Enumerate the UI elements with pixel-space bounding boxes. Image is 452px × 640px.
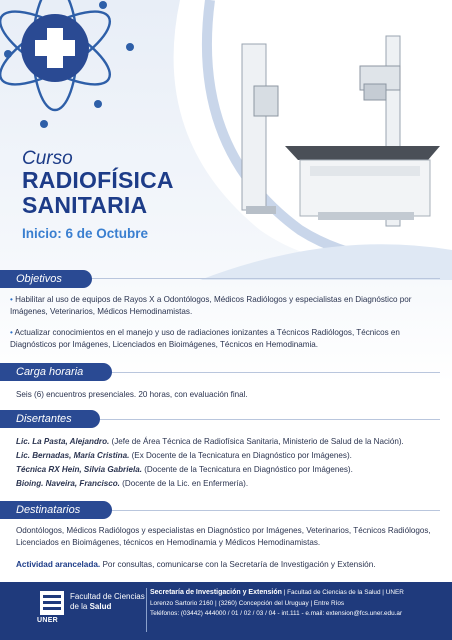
faculty-name-line1: Facultad de Ciencias xyxy=(70,592,145,601)
fee-notice-text: Por consultas, comunicarse con la Secretaría de Investigación y Extensión. xyxy=(100,560,376,569)
disertante-item xyxy=(16,464,444,476)
course-title xyxy=(22,168,174,218)
uner-logo-text: UNER xyxy=(37,617,59,624)
carga-horaria-text: Seis (6) encuentros presenciales. 20 horas, con evaluación final. xyxy=(16,390,248,399)
section-header-objetivos: Objetivos xyxy=(0,270,92,288)
faculty-name-line2 xyxy=(70,602,145,612)
fee-notice xyxy=(16,559,446,571)
disertante-item xyxy=(16,436,444,448)
disertante-name: Lic. La Pasta, Alejandro. xyxy=(16,437,110,446)
atom-cross-icon xyxy=(0,0,134,128)
course-start-date: Inicio: 6 de Octubre xyxy=(22,226,149,241)
disertante-detail: (Jefe de Área Técnica de Radiofísica Sanitaria, Ministerio de Salud de la Nación). xyxy=(109,437,404,446)
disertante-name: Bioing. Naveira, Francisco. xyxy=(16,479,120,488)
section-header-disertantes: Disertantes xyxy=(0,410,100,428)
destinatarios-text: Odontólogos, Médicos Radiólogos y especialistas en Diagnóstico por Imágenes, Veterinarios, Técnicos Radiólogos, Licenciados en Bioimágenes, técnicos en Hemodinamia y Médicos Hemodinamistas. xyxy=(16,526,431,547)
objetivos-item-text: Actualizar conocimientos en el manejo y uso de radiaciones ionizantes a Técnicos Radiólogos, Técnicos en Diagnósticos por Imágenes, Licenciados en Bioimágenes, Técnicos en Hemodinamia. xyxy=(10,328,400,349)
bullet-icon: • xyxy=(10,328,13,337)
disertante-detail: (Docente de la Tecnicatura en Diagnóstico por Imágenes). xyxy=(141,465,353,474)
disertante-name: Lic. Bernadas, María Cristina. xyxy=(16,451,130,460)
section-header-destinatarios: Destinatarios xyxy=(0,501,112,519)
footer-address: Lorenzo Sartorio 2160 | (3260) Concepción del Uruguay | Entre Ríos xyxy=(150,599,345,607)
fee-notice-bold: Actividad arancelada. xyxy=(16,560,101,569)
secretaria-name: Secretaría de Investigación y Extensión xyxy=(150,589,282,596)
footer-line1-rest: | Facultad de Ciencias de la Salud | UNER xyxy=(281,589,404,596)
faculty-name-line2-bold: Salud xyxy=(89,602,112,611)
footer-contact-info xyxy=(150,588,448,620)
disertante-name: Técnica RX Hein, Silvia Gabriela. xyxy=(16,465,142,474)
disertante-detail: (Docente de la Lic. en Enfermería). xyxy=(119,479,249,488)
disertante-item xyxy=(16,450,444,462)
disertante-detail: (Ex Docente de la Tecnicatura en Diagnóstico por Imágenes). xyxy=(129,451,352,460)
course-title-line1: RADIOFÍSICA xyxy=(22,167,174,193)
footer xyxy=(0,582,452,640)
course-label: Curso xyxy=(22,148,73,169)
course-title-line2: SANITARIA xyxy=(22,192,148,218)
section-header-carga-horaria: Carga horaria xyxy=(0,363,112,381)
objetivos-item xyxy=(10,327,440,350)
footer-divider xyxy=(146,588,147,632)
faculty-name xyxy=(70,592,145,612)
bullet-icon: • xyxy=(10,295,13,304)
disertante-item xyxy=(16,478,444,490)
footer-line1 xyxy=(150,588,448,599)
footer-phones-email: Teléfonos: (03442) 444000 / 01 / 02 / 03 / 04 - int.111 - e.mail: extension@fcs.uner.edu.ar xyxy=(150,610,403,617)
objetivos-item-text: Habilitar al uso de equipos de Rayos X a Odontólogos, Médicos Radiólogos y especialistas en Diagnóstico por Imágenes, Veterinarios, Médicos Hemodinamistas. xyxy=(10,295,412,316)
uner-logo-icon xyxy=(40,591,64,615)
faculty-name-line2-pre: de la xyxy=(70,602,90,611)
objetivos-item xyxy=(10,294,440,317)
